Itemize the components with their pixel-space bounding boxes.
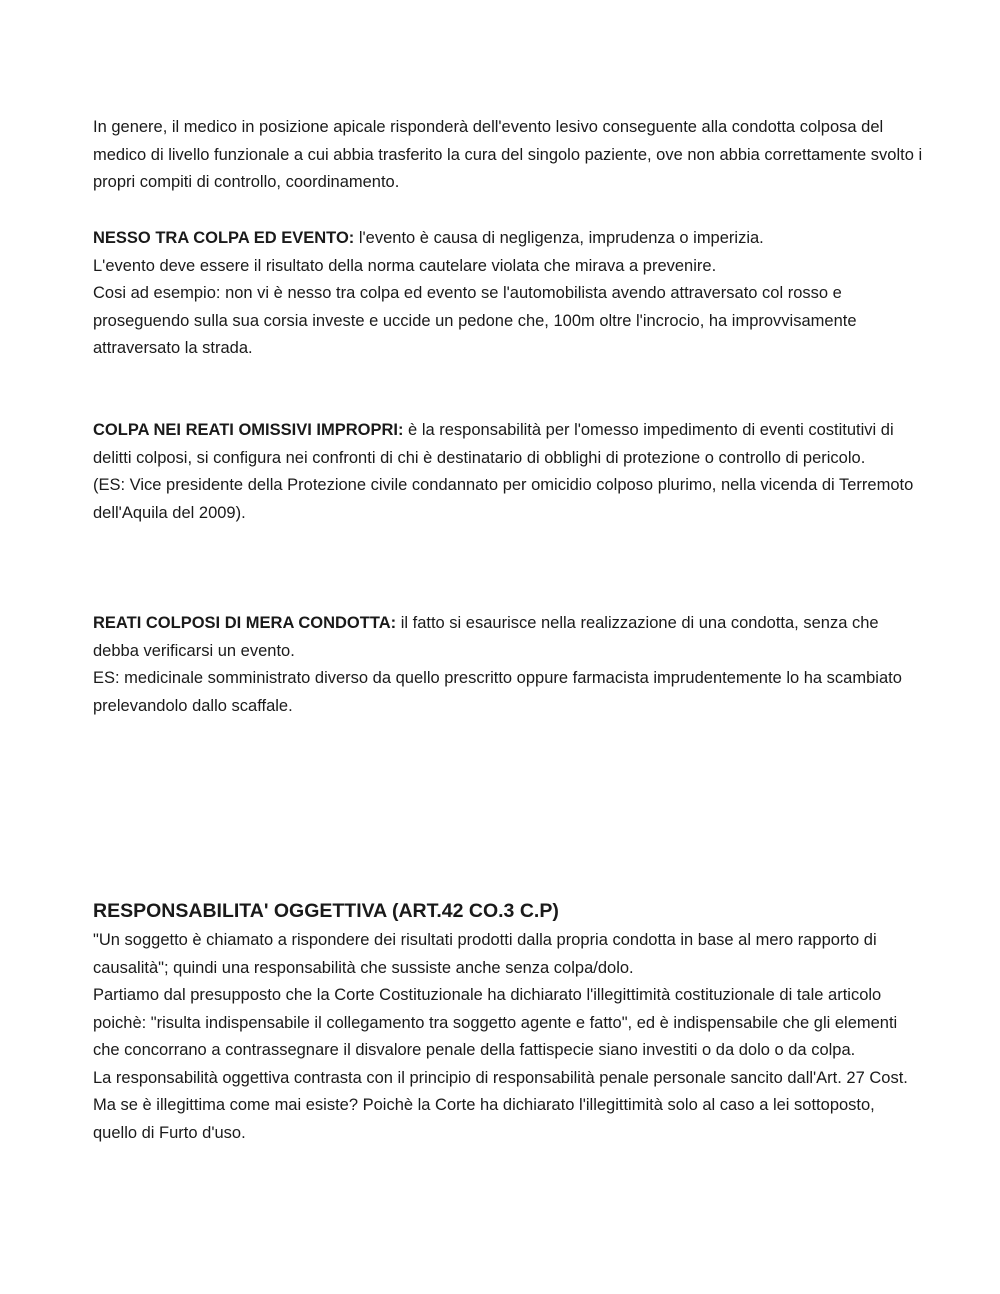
mera-condotta-text: il fatto si esaurisce nella realizzazione di una condotta, senza che debba verificarsi un evento.: [93, 614, 879, 660]
intro-text: In genere, il medico in posizione apicale risponderà dell'evento lesivo conseguente alla condotta colposa del medico di livello funzionale a cui abbia trasferito la cura del singolo paziente, ove non abbia correttamente svolto i propri compiti di controllo, coordinamento.: [93, 118, 923, 191]
oggettiva-p3: La responsabilità oggettiva contrasta con il principio di responsabilità penale personale sancito dall'Art. 27 Cost.: [93, 1068, 908, 1087]
nesso-text: l'evento è causa di negligenza, imprudenza o imperizia.: [354, 229, 764, 247]
nesso-line1: [93, 225, 923, 253]
nesso-line2: L'evento deve essere il risultato della norma cautelare violata che mirava a prevenire.: [93, 256, 717, 275]
oggettiva-heading: RESPONSABILITA' OGGETTIVA (ART.42 CO.3 C.P): [93, 900, 559, 922]
mera-condotta-label: REATI COLPOSI DI MERA CONDOTTA:: [93, 614, 397, 632]
omissivi-section: [93, 417, 923, 527]
oggettiva-p4: Ma se è illegittima come mai esiste? Poichè la Corte ha dichiarato l'illegittimità solo al caso a lei sottoposto, quello di Furto d'uso.: [93, 1096, 875, 1142]
mera-condotta-section: [93, 610, 923, 720]
nesso-label: NESSO TRA COLPA ED EVENTO:: [93, 229, 355, 247]
mera-condotta-paragraph: [93, 610, 923, 665]
omissivi-label: COLPA NEI REATI OMISSIVI IMPROPRI:: [93, 421, 404, 439]
nesso-section: [93, 225, 923, 363]
oggettiva-section: [93, 927, 923, 1147]
omissivi-example: (ES: Vice presidente della Protezione civile condannato per omicidio colposo plurimo, nella vicenda di Terremoto dell'Aquila del 2009).: [93, 476, 914, 522]
omissivi-paragraph: [93, 417, 923, 472]
nesso-line3: Cosi ad esempio: non vi è nesso tra colpa ed evento se l'automobilista avendo attraversato col rosso e proseguendo sulla sua corsia investe e uccide un pedone che, 100m oltre l'incrocio, ha improvvisamente attraversato la strada.: [93, 284, 857, 357]
oggettiva-p1: "Un soggetto è chiamato a rispondere dei risultati prodotti dalla propria condotta in base al mero rapporto di causalità"; quindi una responsabilità che sussiste anche senza colpa/dolo.: [93, 931, 877, 977]
oggettiva-p2: Partiamo dal presupposto che la Corte Costituzionale ha dichiarato l'illegittimità costituzionale di tale articolo poichè: "risulta indispensabile il collegamento tra soggetto agente e fatto", ed è indispensabile che gli elementi che concorrano a contrassegnare il disvalore penale della fattispecie siano investiti o da dolo o da colpa.: [93, 986, 898, 1059]
intro-paragraph: [93, 114, 923, 197]
mera-condotta-example: ES: medicinale somministrato diverso da quello prescritto oppure farmacista imprudentemente lo ha scambiato prelevandolo dallo scaffale.: [93, 669, 902, 715]
omissivi-text: è la responsabilità per l'omesso impedimento di eventi costitutivi di delitti colposi, si configura nei confronti di chi è destinatario di obblighi di protezione o controllo di pericolo.: [93, 421, 894, 467]
